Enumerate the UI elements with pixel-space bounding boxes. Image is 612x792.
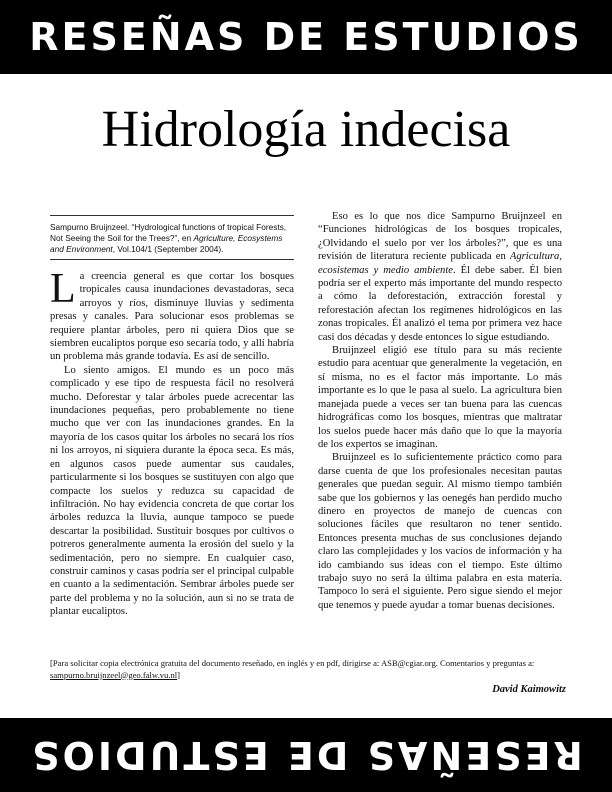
drop-cap: L xyxy=(50,266,76,312)
paragraph-text: . Él debe saber. Él bien podría ser el experto más importante del mundo respecto a cómo la deforestación, extracción forestal y reforestación afectan los regímenes hidrológicos en las zonas tropicales. Él analizó el tema por primera vez hace casi dos décadas y desde entonces lo sigue estudiando. xyxy=(318,264,562,343)
banner-text: RESEÑAS DE ESTUDIOS xyxy=(29,15,583,59)
citation-journal: Agriculture, Ecosystems and Environment xyxy=(50,233,283,254)
right-column xyxy=(318,210,562,612)
footer-close: ] xyxy=(177,669,181,680)
citation-text: Sampurno Bruijnzeel. “Hydrological functions of tropical Forests, Not Seeing the Soil for the Trees?”, en xyxy=(50,222,287,243)
paragraph-text: a creencia general es que cortar los bosques tropicales causa inundaciones devastadoras, seca arroyos y ríos, disminuye lluvias y sedimenta presas y canales. Para solucionar esos problemas se requiere plantar árboles, pero ni quiera Dios que se siembren eucaliptos porque eso secaría todo, y allí habría un problema más grande todavía. Es así de sencillo. xyxy=(50,271,294,363)
left-column xyxy=(50,210,294,619)
paragraph xyxy=(50,266,294,364)
banner-text: RESEÑAS DE ESTUDIOS xyxy=(29,733,583,777)
citation xyxy=(50,215,294,260)
contact-email-link[interactable]: sampurno.bruijnzeel@geo.falw.vu.nl xyxy=(50,669,178,680)
article-title: Hidrología indecisa xyxy=(101,101,511,158)
paragraph: Lo siento amigos. El mundo es un poco más complicado y ese tipo de respuesta fácil no resolverá mucho. Deforestar y talar árboles puede acrecentar las inundaciones pequeñas, pero probablemente no tiene mucho que ver con las inundaciones grandes. En la mayoría de los casos quitar los árboles no secará los ríos ni los arroyos, ni siquiera durante la época seca. Es más, en algunos casos puede aumentar sus caudales, particularmente si los bosques se sustituyen con algo que compacte los suelos y reduzca su capacidad de infiltración. No hay evidencia concreta de que cortar los árboles reduzca la lluvia, aunque tampoco se puede descartar la posibilidad. Sustituir bosques por cultivos o potreros generalmente aumenta la erosión del suelo y la sedimentación, pero no siempre. En cualquier caso, construir caminos y casas podría ser el principal culpable en cuanto a la sedimentación. Sembrar árboles puede ser parte del problema y no la solución, aun si no se trata de plantar eucaliptos. xyxy=(50,364,294,618)
footer-note xyxy=(50,658,570,681)
citation-volume: , Vol.104/1 (September 2004). xyxy=(112,244,224,254)
journal-title-es: Agricultura, ecosistemas y medio ambiente xyxy=(318,251,562,276)
author-signature: David Kaimowitz xyxy=(492,684,566,695)
paragraph: Bruijnzeel eligió ese título para su más reciente estudio para acentuar que generalmente la vegetación, en sí misma, no es el factor más importante. Lo más importante es lo que le pasa al suelo. La agricultura bien manejada puede a veces ser tan buena para las cuencas hidrográficas como los bosques, mientras que maltratar los suelos puede hacer más daño que lo que la mayoría de los expertos se imaginan. xyxy=(318,345,562,450)
footer-text: [Para solicitar copia electrónica gratuita del documento reseñado, en inglés y en pdf, dirigirse a: ASB@cgiar.org. Comentarios y preguntas a: xyxy=(50,658,535,668)
header-banner xyxy=(0,0,612,74)
footer-banner-inverted xyxy=(0,718,612,792)
paragraph-text: Eso es lo que nos dice Sampurno Bruijnzeel en “Funciones hidrológicas de los bosques tropicales, ¿Olvidando el suelo por ver los árboles?”, que es una revisión de literatura reciente publicada en xyxy=(318,211,562,263)
paragraph: Bruijnzeel es lo suficientemente práctico como para darse cuenta de que los profesionales necesitan pautas generales que puedan seguir. Al mismo tiempo también sabe que los gobiernos y las oenegés han perdido mucho dinero en proyectos de manejo de cuencas con soluciones fáciles que resultaron no tener sentido. Entonces presenta muchas de sus conclusiones dejando claro las complejidades y los vacíos de información y ha ido cambiando sus ideas con el tiempo. Este último trabajo suyo no será la última palabra en esta materia. Tampoco lo será el siguiente. Pero sigue siendo el mejor que tenemos y puede ayudar a tomar buenas decisiones. xyxy=(318,452,562,611)
paragraph xyxy=(318,210,562,344)
